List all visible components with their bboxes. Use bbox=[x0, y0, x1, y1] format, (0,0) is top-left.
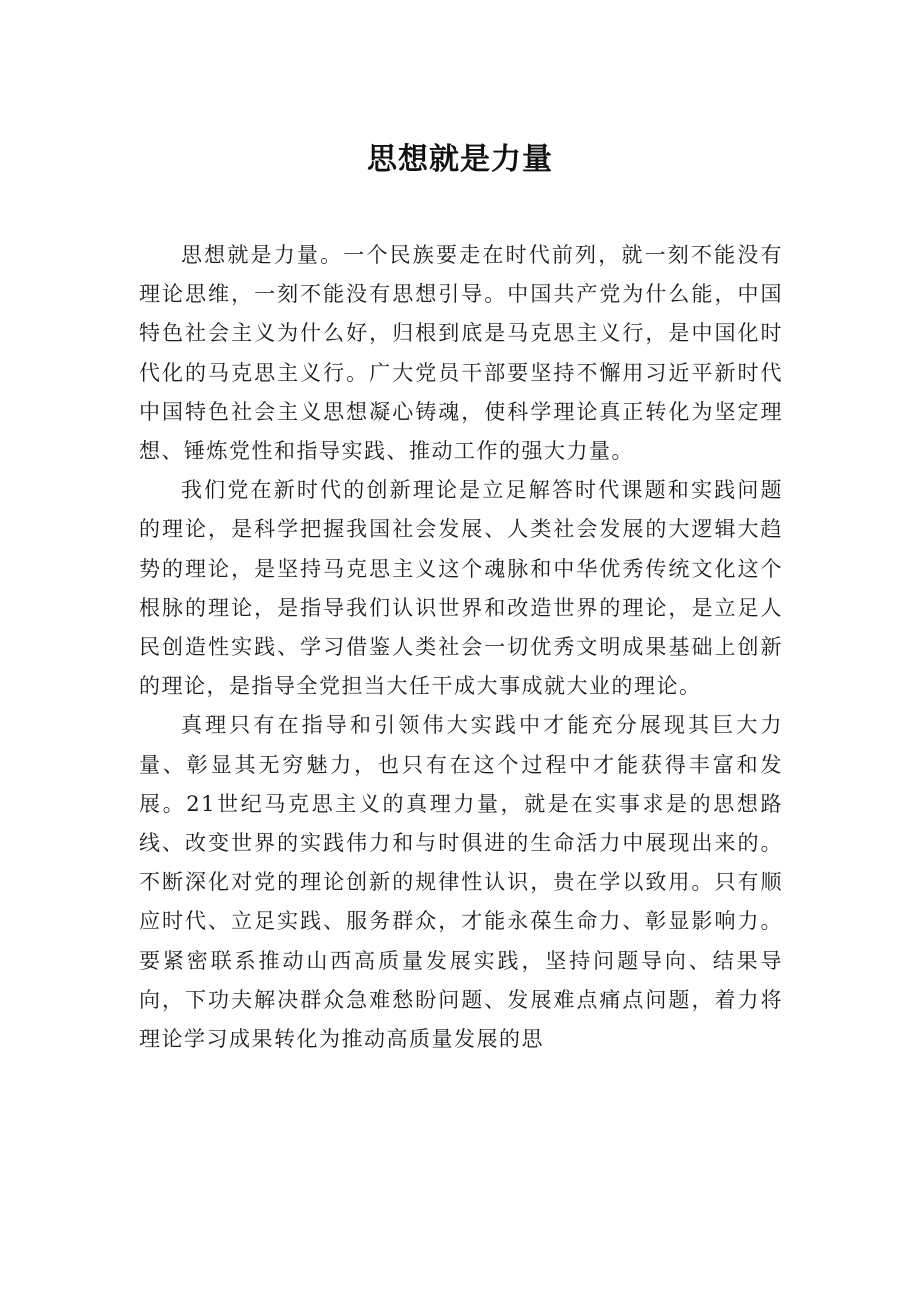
document-body bbox=[139, 236, 783, 1059]
paragraph-2: 我们党在新时代的创新理论是立足解答时代课题和实践问题的理论，是科学把握我国社会发展、人类社会发展的大逻辑大趋势的理论，是坚持马克思主义这个魂脉和中华优秀传统文化这个根脉的理论，是指导我们认识世界和改造世界的理论，是立足人民创造性实践、学习借鉴人类社会一切优秀文明成果基础上创新的理论，是指导全党担当大任干成大事成就大业的理论。 bbox=[139, 478, 783, 699]
paragraph-1: 思想就是力量。一个民族要走在时代前列，就一刻不能没有理论思维，一刻不能没有思想引导。中国共产党为什么能，中国特色社会主义为什么好，归根到底是马克思主义行，是中国化时代化的马克思主义行。广大党员干部要坚持不懈用习近平新时代中国特色社会主义思想凝心铸魂，使科学理论真正转化为坚定理想、锤炼党性和指导实践、推动工作的强大力量。 bbox=[139, 243, 783, 464]
document-title: 思想就是力量 bbox=[367, 142, 553, 177]
paragraph-3: 真理只有在指导和引领伟大实践中才能充分展现其巨大力量、彰显其无穷魅力，也只有在这个过程中才能获得丰富和发展。21世纪马克思主义的真理力量，就是在实事求是的思想路线、改变世界的实践伟力和与时俱进的生命活力中展现出来的。不断深化对党的理论创新的规律性认识，贵在学以致用。只有顺应时代、立足实践、服务群众，才能永葆生命力、彰显影响力。要紧密联系推动山西高质量发展实践，坚持问题导向、结果导向，下功夫解决群众急难愁盼问题、发展难点痛点问题，着力将理论学习成果转化为推动高质量发展的思 bbox=[139, 713, 783, 1052]
